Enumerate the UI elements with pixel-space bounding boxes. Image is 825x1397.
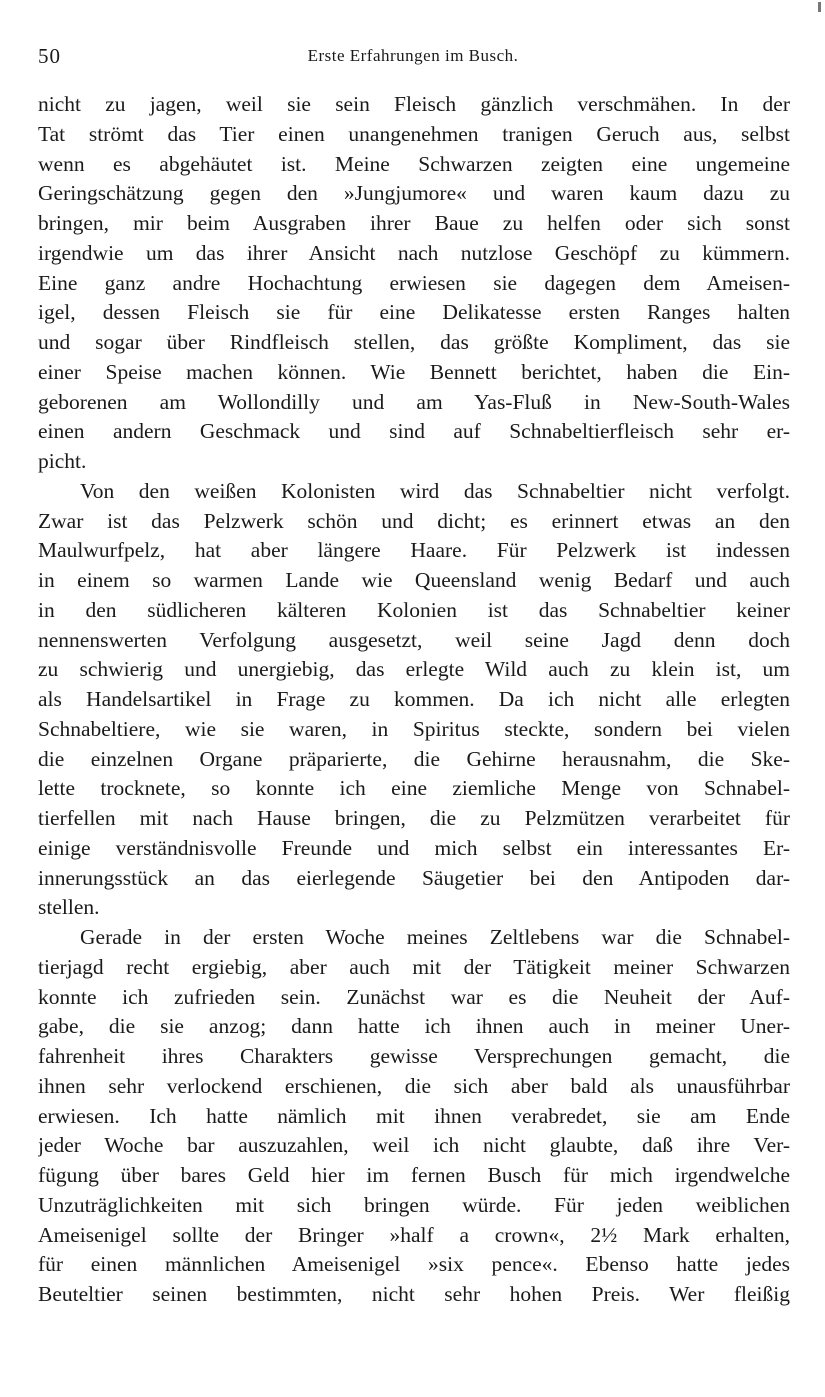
text-line: einige verständnisvolle Freunde und mich selbst ein interessantes Er- bbox=[38, 835, 790, 860]
text-line: und sogar über Rindfleisch stellen, das größte Kompliment, das sie bbox=[38, 330, 790, 354]
text-line: fahrenheit ihres Charakters gewisse Versprechungen gemacht, die bbox=[38, 1044, 790, 1068]
text-line: wenn es abgehäutet ist. Meine Schwarzen zeigten eine ungemeine bbox=[38, 151, 790, 176]
paragraph-2 bbox=[38, 477, 790, 923]
text-line: lette trocknete, so konnte ich eine ziemliche Menge von Schnabel- bbox=[38, 776, 790, 801]
text-line: Zwar ist das Pelzwerk schön und dicht; es erinnert etwas an den bbox=[38, 508, 790, 533]
text-line: ihnen sehr verlockend erschienen, die sich aber bald als unausführbar bbox=[38, 1073, 790, 1098]
text-line: Gerade in der ersten Woche meines Zeltlebens war die Schnabel- bbox=[80, 925, 790, 949]
text-line: stellen. bbox=[38, 895, 100, 920]
text-line: in den südlicheren kälteren Kolonien ist das Schnabeltier keiner bbox=[38, 597, 790, 622]
text-line: tierjagd recht ergiebig, aber auch mit der Tätigkeit meiner Schwarzen bbox=[38, 954, 790, 979]
text-line: einen andern Geschmack und sind auf Schnabeltierfleisch sehr er- bbox=[38, 419, 790, 444]
text-line: konnte ich zufrieden sein. Zunächst war es die Neuheit der Auf- bbox=[38, 984, 790, 1009]
text-line: Geringschätzung gegen den »Jungjumore« und waren kaum dazu zu bbox=[38, 181, 790, 206]
text-line: fügung über bares Geld hier im fernen Busch für mich irgendwelche bbox=[38, 1163, 790, 1187]
text-line: Schnabeltiere, wie sie waren, in Spiritus steckte, sondern bei vielen bbox=[38, 716, 790, 741]
text-line: Tat strömt das Tier einen unangenehmen tranigen Geruch aus, selbst bbox=[38, 121, 790, 146]
text-line: irgendwie um das ihrer Ansicht nach nutzlose Geschöpf zu kümmern. bbox=[38, 240, 790, 265]
text-line: einer Speise machen können. Wie Bennett berichtet, haben die Ein- bbox=[38, 359, 790, 384]
text-line: nennenswerten Verfolgung ausgesetzt, weil seine Jagd denn doch bbox=[38, 627, 790, 652]
text-line: gabe, die sie anzog; dann hatte ich ihnen auch in meiner Uner- bbox=[38, 1014, 790, 1039]
text-line: die einzelnen Organe präparierte, die Gehirne herausnahm, die Ske- bbox=[38, 746, 790, 771]
text-line: Ameisenigel sollte der Bringer »half a crown«, 2½ Mark erhalten, bbox=[38, 1222, 790, 1247]
paragraph-1 bbox=[38, 90, 790, 477]
text-line: picht. bbox=[38, 449, 87, 473]
page-number: 50 bbox=[38, 44, 61, 68]
text-line: igel, dessen Fleisch sie für eine Delikatesse ersten Ranges halten bbox=[38, 300, 790, 325]
body-text bbox=[38, 90, 790, 1310]
paragraph-3 bbox=[38, 923, 790, 1310]
running-head: Erste Erfahrungen im Busch. bbox=[307, 46, 519, 65]
page-header bbox=[38, 44, 788, 76]
text-line: Eine ganz andre Hochachtung erwiesen sie dagegen dem Ameisen- bbox=[38, 270, 790, 295]
text-line: Von den weißen Kolonisten wird das Schnabeltier nicht verfolgt. bbox=[80, 478, 790, 503]
text-line: als Handelsartikel in Frage zu kommen. Da ich nicht alle erlegten bbox=[38, 687, 790, 711]
text-line: innerungsstück an das eierlegende Säugetier bei den Antipoden dar- bbox=[38, 865, 790, 890]
text-line: für einen männlichen Ameisenigel »six pence«. Ebenso hatte jedes bbox=[38, 1252, 790, 1277]
text-line: zu schwierig und unergiebig, das erlegte Wild auch zu klein ist, um bbox=[38, 657, 790, 682]
text-line: Unzuträglichkeiten mit sich bringen würde. Für jeden weiblichen bbox=[38, 1192, 790, 1217]
text-line: erwiesen. Ich hatte nämlich mit ihnen verabredet, sie am Ende bbox=[38, 1103, 790, 1128]
text-line: tierfellen mit nach Hause bringen, die zu Pelzmützen verarbeitet für bbox=[38, 806, 790, 830]
text-line: Beuteltier seinen bestimmten, nicht sehr hohen Preis. Wer fleißig bbox=[38, 1282, 790, 1306]
text-line: nicht zu jagen, weil sie sein Fleisch gänzlich verschmähen. In der bbox=[38, 92, 790, 116]
margin-mark bbox=[818, 2, 821, 12]
text-line: jeder Woche bar auszuzahlen, weil ich nicht glaubte, daß ihre Ver- bbox=[38, 1133, 790, 1158]
text-line: Maulwurfpelz, hat aber längere Haare. Für Pelzwerk ist indessen bbox=[38, 538, 790, 563]
text-line: in einem so warmen Lande wie Queensland wenig Bedarf und auch bbox=[38, 568, 790, 592]
text-line: bringen, mir beim Ausgraben ihrer Baue zu helfen oder sich sonst bbox=[38, 211, 790, 235]
text-line: geborenen am Wollondilly und am Yas-Fluß in New-South-Wales bbox=[38, 389, 790, 414]
